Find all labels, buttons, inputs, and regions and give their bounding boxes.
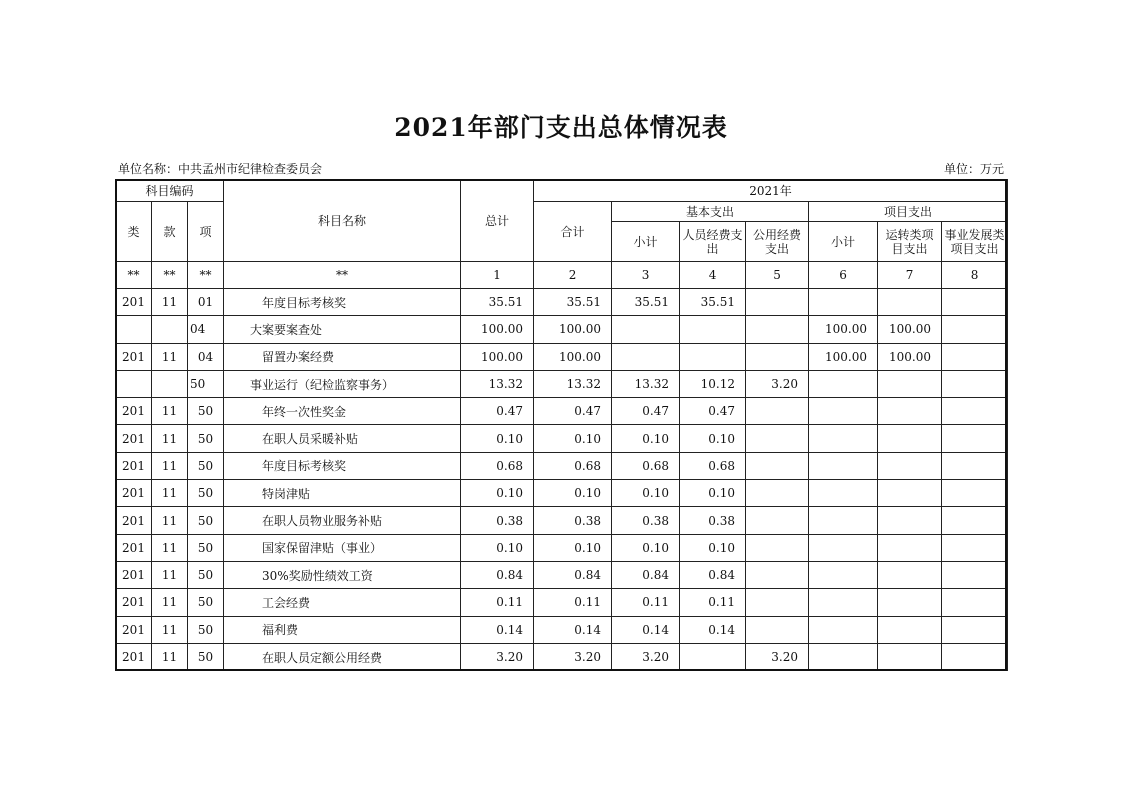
header-subtotal-all: 合计 [534, 202, 612, 262]
header-code-group: 科目编码 [116, 180, 224, 202]
index-cell: ** [152, 262, 188, 289]
development-cell [942, 589, 1008, 616]
basic-subtotal-cell: 0.84 [612, 561, 680, 588]
table-row [116, 289, 1008, 316]
sum-cell: 3.20 [534, 643, 612, 670]
development-cell [942, 316, 1008, 343]
lei-cell: 201 [116, 289, 152, 316]
development-cell [942, 561, 1008, 588]
total-cell: 35.51 [461, 289, 534, 316]
index-cell: ** [188, 262, 224, 289]
basic-subtotal-cell [612, 316, 680, 343]
lei-cell: 201 [116, 616, 152, 643]
basic-subtotal-cell: 0.11 [612, 589, 680, 616]
lei-cell: 201 [116, 343, 152, 370]
basic-subtotal-cell [612, 343, 680, 370]
total-cell: 0.68 [461, 452, 534, 479]
personnel-cell: 10.12 [680, 370, 746, 397]
lei-cell: 201 [116, 452, 152, 479]
name-cell: 在职人员定额公用经费 [224, 643, 461, 670]
project-subtotal-cell: 100.00 [809, 316, 878, 343]
header-project-subtotal: 小计 [809, 222, 878, 262]
header-lei: 类 [116, 202, 152, 262]
operating-cell [878, 452, 942, 479]
personnel-cell: 0.84 [680, 561, 746, 588]
sum-cell: 0.38 [534, 507, 612, 534]
public-cell [746, 316, 809, 343]
table-row [116, 643, 1008, 670]
personnel-cell: 0.10 [680, 534, 746, 561]
development-cell [942, 643, 1008, 670]
lei-cell [116, 370, 152, 397]
development-cell [942, 289, 1008, 316]
expenditure-table [115, 179, 1008, 671]
operating-cell [878, 589, 942, 616]
total-cell: 100.00 [461, 316, 534, 343]
kuan-cell: 11 [152, 643, 188, 670]
lei-cell: 201 [116, 643, 152, 670]
kuan-cell: 11 [152, 398, 188, 425]
kuan-cell: 11 [152, 561, 188, 588]
public-cell [746, 480, 809, 507]
header-total: 总计 [461, 180, 534, 262]
operating-cell [878, 289, 942, 316]
project-subtotal-cell [809, 534, 878, 561]
xiang-cell: 50 [188, 561, 224, 588]
header-basic: 基本支出 [612, 202, 809, 222]
personnel-cell [680, 316, 746, 343]
index-cell: 4 [680, 262, 746, 289]
lei-cell: 201 [116, 534, 152, 561]
total-cell: 0.10 [461, 480, 534, 507]
kuan-cell: 11 [152, 289, 188, 316]
total-cell: 0.47 [461, 398, 534, 425]
name-cell: 国家保留津贴（事业） [224, 534, 461, 561]
xiang-cell: 50 [188, 616, 224, 643]
personnel-cell: 0.38 [680, 507, 746, 534]
xiang-cell: 04 [188, 343, 224, 370]
public-cell [746, 425, 809, 452]
total-cell: 100.00 [461, 343, 534, 370]
index-cell: 2 [534, 262, 612, 289]
total-cell: 13.32 [461, 370, 534, 397]
name-cell: 留置办案经费 [224, 343, 461, 370]
development-cell [942, 616, 1008, 643]
total-cell: 3.20 [461, 643, 534, 670]
public-cell [746, 561, 809, 588]
kuan-cell: 11 [152, 534, 188, 561]
project-subtotal-cell [809, 643, 878, 670]
public-cell [746, 616, 809, 643]
lei-cell: 201 [116, 561, 152, 588]
lei-cell: 201 [116, 480, 152, 507]
basic-subtotal-cell: 0.10 [612, 534, 680, 561]
index-cell: ** [116, 262, 152, 289]
unit-name-label: 单位名称：中共孟州市纪律检查委员会 [118, 162, 323, 176]
table-row [116, 316, 1008, 343]
table-row [116, 370, 1008, 397]
public-cell [746, 398, 809, 425]
basic-subtotal-cell: 0.10 [612, 425, 680, 452]
sum-cell: 0.10 [534, 480, 612, 507]
total-cell: 0.11 [461, 589, 534, 616]
name-cell: 年度目标考核奖 [224, 452, 461, 479]
sum-cell: 0.47 [534, 398, 612, 425]
xiang-cell: 50 [188, 589, 224, 616]
kuan-cell: 11 [152, 425, 188, 452]
xiang-cell: 50 [188, 534, 224, 561]
project-subtotal-cell [809, 616, 878, 643]
sum-cell: 0.11 [534, 589, 612, 616]
table-row [116, 507, 1008, 534]
lei-cell: 201 [116, 398, 152, 425]
header-public: 公用经费支出 [746, 222, 809, 262]
name-cell: 在职人员物业服务补贴 [224, 507, 461, 534]
table-row [116, 425, 1008, 452]
total-cell: 0.84 [461, 561, 534, 588]
name-cell: 年度目标考核奖 [224, 289, 461, 316]
total-cell: 0.10 [461, 425, 534, 452]
lei-cell [116, 316, 152, 343]
project-subtotal-cell [809, 452, 878, 479]
public-cell [746, 507, 809, 534]
development-cell [942, 398, 1008, 425]
xiang-cell: 50 [188, 507, 224, 534]
header-operating: 运转类项目支出 [878, 222, 942, 262]
sum-cell: 13.32 [534, 370, 612, 397]
project-subtotal-cell [809, 561, 878, 588]
sum-cell: 0.10 [534, 425, 612, 452]
index-cell: 5 [746, 262, 809, 289]
project-subtotal-cell [809, 398, 878, 425]
kuan-cell: 11 [152, 616, 188, 643]
kuan-cell [152, 370, 188, 397]
sum-cell: 0.10 [534, 534, 612, 561]
kuan-cell: 11 [152, 507, 188, 534]
project-subtotal-cell [809, 507, 878, 534]
xiang-cell: 50 [188, 370, 224, 397]
operating-cell [878, 534, 942, 561]
sum-cell: 100.00 [534, 316, 612, 343]
header-kuan: 款 [152, 202, 188, 262]
basic-subtotal-cell: 0.10 [612, 480, 680, 507]
kuan-cell: 11 [152, 589, 188, 616]
basic-subtotal-cell: 35.51 [612, 289, 680, 316]
index-cell: 7 [878, 262, 942, 289]
table-row [116, 534, 1008, 561]
operating-cell [878, 398, 942, 425]
xiang-cell: 50 [188, 480, 224, 507]
name-cell: 特岗津贴 [224, 480, 461, 507]
name-cell: 年终一次性奖金 [224, 398, 461, 425]
sum-cell: 100.00 [534, 343, 612, 370]
personnel-cell: 0.11 [680, 589, 746, 616]
personnel-cell: 0.10 [680, 480, 746, 507]
kuan-cell: 11 [152, 480, 188, 507]
basic-subtotal-cell: 0.38 [612, 507, 680, 534]
operating-cell: 100.00 [878, 343, 942, 370]
lei-cell: 201 [116, 425, 152, 452]
basic-subtotal-cell: 0.47 [612, 398, 680, 425]
table-row [116, 398, 1008, 425]
operating-cell [878, 480, 942, 507]
lei-cell: 201 [116, 507, 152, 534]
development-cell [942, 343, 1008, 370]
total-cell: 0.10 [461, 534, 534, 561]
table-row [116, 616, 1008, 643]
operating-cell [878, 507, 942, 534]
kuan-cell [152, 316, 188, 343]
index-cell: 1 [461, 262, 534, 289]
header-name: 科目名称 [224, 180, 461, 262]
kuan-cell: 11 [152, 343, 188, 370]
xiang-cell: 01 [188, 289, 224, 316]
project-subtotal-cell [809, 589, 878, 616]
table-row [116, 452, 1008, 479]
index-cell: 8 [942, 262, 1008, 289]
development-cell [942, 480, 1008, 507]
name-cell: 大案要案查处 [224, 316, 461, 343]
kuan-cell: 11 [152, 452, 188, 479]
table-row [116, 589, 1008, 616]
public-cell [746, 289, 809, 316]
development-cell [942, 425, 1008, 452]
personnel-cell: 0.14 [680, 616, 746, 643]
operating-cell [878, 370, 942, 397]
xiang-cell: 04 [188, 316, 224, 343]
personnel-cell: 0.68 [680, 452, 746, 479]
operating-cell [878, 616, 942, 643]
public-cell [746, 589, 809, 616]
xiang-cell: 50 [188, 398, 224, 425]
basic-subtotal-cell: 0.14 [612, 616, 680, 643]
table-row [116, 343, 1008, 370]
sum-cell: 0.84 [534, 561, 612, 588]
table-row [116, 561, 1008, 588]
header-xiang: 项 [188, 202, 224, 262]
xiang-cell: 50 [188, 643, 224, 670]
header-basic-subtotal: 小计 [612, 222, 680, 262]
project-subtotal-cell [809, 370, 878, 397]
personnel-cell: 0.47 [680, 398, 746, 425]
operating-cell [878, 425, 942, 452]
operating-cell [878, 561, 942, 588]
name-cell: 30%奖励性绩效工资 [224, 561, 461, 588]
sum-cell: 0.14 [534, 616, 612, 643]
basic-subtotal-cell: 0.68 [612, 452, 680, 479]
index-row [116, 262, 1008, 289]
header-personnel: 人员经费支出 [680, 222, 746, 262]
public-cell [746, 343, 809, 370]
development-cell [942, 370, 1008, 397]
public-cell: 3.20 [746, 370, 809, 397]
personnel-cell: 35.51 [680, 289, 746, 316]
project-subtotal-cell: 100.00 [809, 343, 878, 370]
header-project: 项目支出 [809, 202, 1008, 222]
xiang-cell: 50 [188, 425, 224, 452]
xiang-cell: 50 [188, 452, 224, 479]
index-cell: 6 [809, 262, 878, 289]
name-cell: 工会经费 [224, 589, 461, 616]
name-cell: 在职人员采暖补贴 [224, 425, 461, 452]
name-cell: 福利费 [224, 616, 461, 643]
table-row [116, 480, 1008, 507]
public-cell [746, 452, 809, 479]
operating-cell [878, 643, 942, 670]
total-cell: 0.38 [461, 507, 534, 534]
project-subtotal-cell [809, 289, 878, 316]
index-cell: ** [224, 262, 461, 289]
sum-cell: 0.68 [534, 452, 612, 479]
personnel-cell [680, 343, 746, 370]
table-body [116, 289, 1008, 671]
project-subtotal-cell [809, 480, 878, 507]
basic-subtotal-cell: 3.20 [612, 643, 680, 670]
unit-label: 单位：万元 [943, 162, 1004, 176]
development-cell [942, 452, 1008, 479]
page-title: 2021年部门支出总体情况表 [394, 113, 728, 142]
operating-cell: 100.00 [878, 316, 942, 343]
header-development: 事业发展类项目支出 [942, 222, 1008, 262]
index-cell: 3 [612, 262, 680, 289]
personnel-cell [680, 643, 746, 670]
development-cell [942, 534, 1008, 561]
project-subtotal-cell [809, 425, 878, 452]
table-header [116, 180, 1008, 289]
name-cell: 事业运行（纪检监察事务） [224, 370, 461, 397]
public-cell [746, 534, 809, 561]
basic-subtotal-cell: 13.32 [612, 370, 680, 397]
public-cell: 3.20 [746, 643, 809, 670]
header-year: 2021年 [534, 180, 1008, 202]
sum-cell: 35.51 [534, 289, 612, 316]
personnel-cell: 0.10 [680, 425, 746, 452]
lei-cell: 201 [116, 589, 152, 616]
total-cell: 0.14 [461, 616, 534, 643]
development-cell [942, 507, 1008, 534]
